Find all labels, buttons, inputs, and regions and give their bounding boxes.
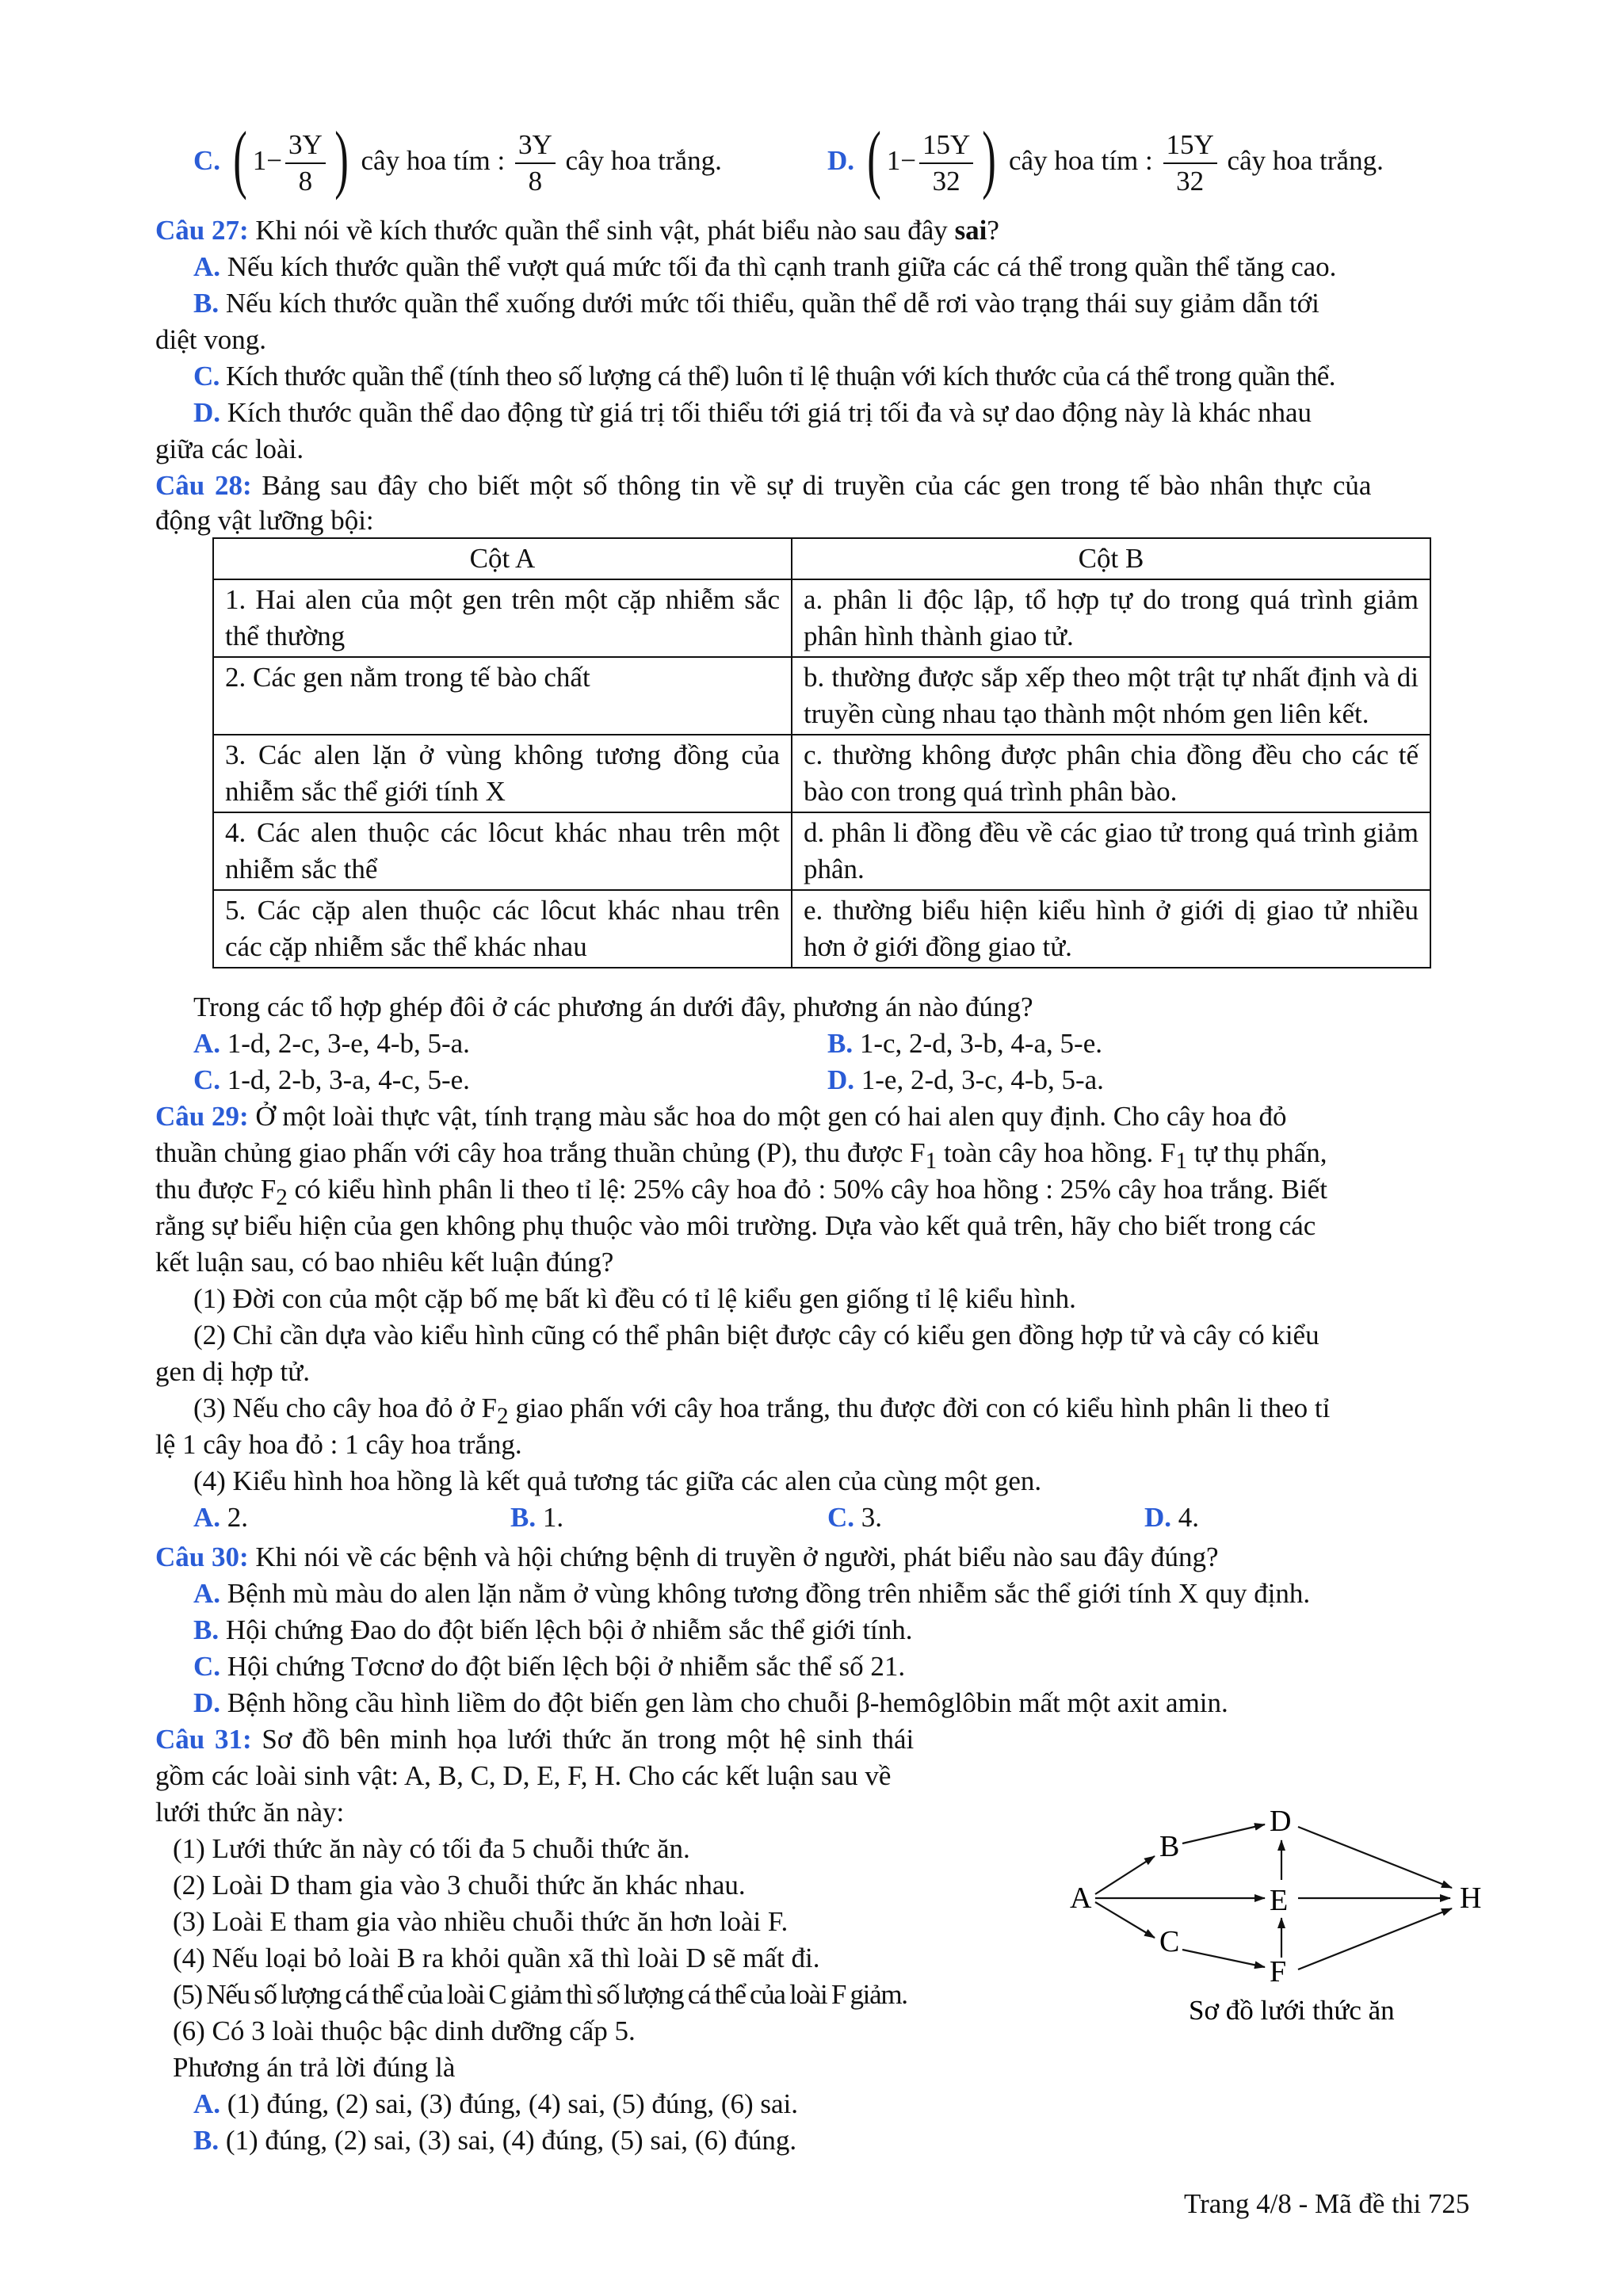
fraction: $\frac{15Y}{32}$ bbox=[1163, 128, 1217, 199]
question-29-line3: thu được $F_2$ có kiểu hình phân li theo tỉ lệ: 25% cây hoa đỏ : 50% cây hoa hồng : 25% cây hoa trắng. Biết bbox=[155, 1174, 1327, 1210]
q29-option-b: B. 1. bbox=[510, 1502, 564, 1533]
q29-statement-2-cont: gen dị hợp tử. bbox=[155, 1356, 310, 1387]
edge-c-f bbox=[1182, 1950, 1265, 1967]
table-cell: 3. Các alen lặn ở vùng không tương đồng của nhiễm sắc thể giới tính X bbox=[213, 735, 792, 812]
question-label: Câu 29: bbox=[155, 1101, 249, 1132]
food-web-diagram bbox=[1046, 1791, 1506, 2029]
fraction: $\frac{3Y}{8}$ bbox=[515, 128, 556, 199]
table-cell: 2. Các gen nằm trong tế bào chất bbox=[213, 657, 792, 735]
q27-option-c: C. Kích thước quần thể (tính theo số lượng cá thể) luôn tỉ lệ thuận với kích thước của cá thể trong quần thể. bbox=[193, 361, 1335, 392]
table-cell: c. thường không được phân chia đồng đều cho các tế bào con trong quá trình phân bào. bbox=[792, 735, 1430, 812]
page-footer: Trang 4/8 - Mã đề thi 725 bbox=[1184, 2188, 1470, 2219]
q30-option-c: C. Hội chứng Tơcnơ do đột biến lệch bội ở nhiễm sắc thể số 21. bbox=[193, 1651, 906, 1682]
question-28-stem: Câu 28: Bảng sau đây cho biết một số thông tin về sự di truyền của các gen trong tế bào nhân thực của bbox=[155, 470, 1372, 501]
node-e: E bbox=[1270, 1884, 1289, 1917]
option-label: C. bbox=[193, 145, 221, 176]
table-row bbox=[213, 890, 1430, 968]
edge-a-c bbox=[1095, 1902, 1155, 1938]
edge-f-h bbox=[1298, 1908, 1452, 1969]
question-31-line2: gồm các loài sinh vật: A, B, C, D, E, F, H. Cho các kết luận sau về bbox=[155, 1760, 892, 1791]
q28-option-b: B. 1-c, 2-d, 3-b, 4-a, 5-e. bbox=[827, 1028, 1102, 1059]
question-29-stem: Câu 29: Ở một loài thực vật, tính trạng màu sắc hoa do một gen có hai alen quy định. Cho cây hoa đỏ bbox=[155, 1101, 1287, 1132]
q29-option-c: C. 3. bbox=[827, 1502, 883, 1533]
question-label: Câu 31: bbox=[155, 1724, 252, 1755]
q27-option-b: B. Nếu kích thước quần thể xuống dưới mức tối thiểu, quần thể dễ rơi vào trạng thái suy giảm dẫn tới bbox=[193, 288, 1319, 319]
q31-statement-5: (5) Nếu số lượng cá thể của loài C giảm thì số lượng cá thể của loài F giảm. bbox=[173, 1979, 907, 2010]
edge-b-d bbox=[1182, 1824, 1265, 1843]
question-28-stem-cont: động vật lưỡng bội: bbox=[155, 505, 374, 536]
q30-option-d: D. Bệnh hồng cầu hình liềm do đột biến gen làm cho chuỗi β-hemôglôbin mất một axit amin. bbox=[193, 1687, 1228, 1718]
table-cell: b. thường được sắp xếp theo một trật tự nhất định và di truyền cùng nhau tạo thành một nhóm gen liên kết. bbox=[792, 657, 1430, 735]
node-d: D bbox=[1270, 1805, 1292, 1838]
q28-option-d: D. 1-e, 2-d, 3-c, 4-b, 5-a. bbox=[827, 1064, 1104, 1095]
q31-statement-6: (6) Có 3 loài thuộc bậc dinh dưỡng cấp 5. bbox=[173, 2015, 636, 2046]
q27-option-a: A. Nếu kích thước quần thể vượt quá mức tối đa thì cạnh tranh giữa các cá thể trong quần thể tăng cao. bbox=[193, 251, 1337, 282]
q26-option-c: C. ( 1− $\frac{3Y}{8}$ ) cây hoa tím : $\frac{3Y}{8}$ cây hoa trắng. bbox=[193, 115, 722, 201]
table-cell: 4. Các alen thuộc các lôcut khác nhau trên một nhiễm sắc thể bbox=[213, 812, 792, 890]
table-cell: e. thường biểu hiện kiểu hình ở giới dị giao tử nhiều hơn ở giới đồng giao tử. bbox=[792, 890, 1430, 968]
question-31-line3: lưới thức ăn này: bbox=[155, 1797, 345, 1828]
q29-statement-3-cont: lệ 1 cây hoa đỏ : 1 cây hoa trắng. bbox=[155, 1429, 522, 1460]
option-label: D. bbox=[827, 145, 855, 176]
q29-statement-1: (1) Đời con của một cặp bố mẹ bất kì đều có tỉ lệ kiểu gen giống tỉ lệ kiểu hình. bbox=[193, 1283, 1076, 1314]
table-cell: 1. Hai alen của một gen trên một cặp nhiễm sắc thể thường bbox=[213, 579, 792, 657]
question-label: Câu 27: bbox=[155, 215, 249, 246]
question-label: Câu 30: bbox=[155, 1541, 249, 1572]
q30-option-b: B. Hội chứng Đao do đột biến lệch bội ở nhiễm sắc thể giới tính. bbox=[193, 1614, 913, 1645]
q27-option-b-cont: diệt vong. bbox=[155, 324, 266, 355]
q29-statement-3: (3) Nếu cho cây hoa đỏ ở $F_2$ giao phấn với cây hoa trắng, thu được đời con có kiểu hình phân li theo tỉ bbox=[193, 1392, 1331, 1429]
q31-statement-3: (3) Loài E tham gia vào nhiều chuỗi thức ăn hơn loài F. bbox=[173, 1906, 789, 1937]
edge-a-b bbox=[1095, 1856, 1155, 1894]
q28-prompt: Trong các tổ hợp ghép đôi ở các phương án dưới đây, phương án nào đúng? bbox=[193, 991, 1033, 1022]
q31-statement-4: (4) Nếu loại bỏ loài B ra khỏi quần xã thì loài D sẽ mất đi. bbox=[173, 1943, 820, 1973]
question-29-line5: kết luận sau, có bao nhiêu kết luận đúng? bbox=[155, 1247, 614, 1278]
question-29-line2: thuần chủng giao phấn với cây hoa trắng thuần chủng (P), thu được $F_1$ toàn cây hoa hồng. $F_1$ tự thụ phấn, bbox=[155, 1137, 1327, 1174]
q31-option-b: B. (1) đúng, (2) sai, (3) sai, (4) đúng, (5) sai, (6) đúng. bbox=[193, 2125, 797, 2156]
table-cell: d. phân li đồng đều về các giao tử trong quá trình giảm phân. bbox=[792, 812, 1430, 890]
q29-option-d: D. 4. bbox=[1144, 1502, 1200, 1533]
node-h: H bbox=[1460, 1881, 1482, 1915]
table-row bbox=[213, 657, 1430, 735]
table-cell: a. phân li độc lập, tổ hợp tự do trong quá trình giảm phân hình thành giao tử. bbox=[792, 579, 1430, 657]
table-row bbox=[213, 812, 1430, 890]
q29-statement-4: (4) Kiểu hình hoa hồng là kết quả tương tác giữa các alen của cùng một gen. bbox=[193, 1465, 1042, 1496]
q27-option-d: D. Kích thước quần thể dao động từ giá trị tối thiểu tới giá trị tối đa và sự dao động này là khác nhau bbox=[193, 397, 1312, 428]
q29-statement-2: (2) Chỉ cần dựa vào kiểu hình cũng có thể phân biệt được cây có kiểu gen đồng hợp tử và cây có kiểu bbox=[193, 1320, 1319, 1350]
table-row bbox=[213, 735, 1430, 812]
question-29-line4: rằng sự biểu hiện của gen không phụ thuộc vào môi trường. Dựa vào kết quả trên, hãy cho biết trong các bbox=[155, 1210, 1316, 1241]
gene-table bbox=[212, 537, 1431, 968]
diagram-caption: Sơ đồ lưới thức ăn bbox=[1189, 1995, 1395, 2026]
q28-option-c: C. 1-d, 2-b, 3-a, 4-c, 5-e. bbox=[193, 1064, 470, 1095]
q26-option-d: D. ( 1− $\frac{15Y}{32}$ ) cây hoa tím : $\frac{15Y}{32}$ cây hoa trắng. bbox=[827, 115, 1384, 201]
table-header-row bbox=[213, 538, 1430, 579]
question-31-stem: Câu 31: Sơ đồ bên minh họa lưới thức ăn trong một hệ sinh thái bbox=[155, 1724, 915, 1755]
node-b: B bbox=[1159, 1830, 1180, 1863]
q31-prompt: Phương án trả lời đúng là bbox=[173, 2052, 456, 2083]
table-header: Cột A bbox=[213, 538, 792, 579]
fraction: $\frac{15Y}{32}$ bbox=[919, 128, 973, 199]
fraction: $\frac{3Y}{8}$ bbox=[285, 128, 326, 199]
table-header: Cột B bbox=[792, 538, 1430, 579]
node-c: C bbox=[1159, 1925, 1180, 1958]
q31-statement-2: (2) Loài D tham gia vào 3 chuỗi thức ăn khác nhau. bbox=[173, 1870, 746, 1901]
q28-option-a: A. 1-d, 2-c, 3-e, 4-b, 5-a. bbox=[193, 1028, 470, 1059]
q31-option-a: A. (1) đúng, (2) sai, (3) đúng, (4) sai, (5) đúng, (6) sai. bbox=[193, 2088, 799, 2119]
q27-option-d-cont: giữa các loài. bbox=[155, 434, 304, 464]
question-27-stem: Câu 27: Khi nói về kích thước quần thể sinh vật, phát biểu nào sau đây sai? bbox=[155, 215, 999, 246]
node-f: F bbox=[1270, 1955, 1287, 1988]
q31-statement-1: (1) Lưới thức ăn này có tối đa 5 chuỗi thức ăn. bbox=[173, 1833, 690, 1864]
table-cell: 5. Các cặp alen thuộc các lôcut khác nhau trên các cặp nhiễm sắc thể khác nhau bbox=[213, 890, 792, 968]
question-30-stem: Câu 30: Khi nói về các bệnh và hội chứng bệnh di truyền ở người, phát biểu nào sau đây đúng? bbox=[155, 1541, 1219, 1572]
table-row bbox=[213, 579, 1430, 657]
edge-d-h bbox=[1298, 1827, 1452, 1888]
q29-option-a: A. 2. bbox=[193, 1502, 249, 1533]
node-a: A bbox=[1070, 1881, 1092, 1915]
question-label: Câu 28: bbox=[155, 470, 252, 501]
q30-option-a: A. Bệnh mù màu do alen lặn nằm ở vùng không tương đồng trên nhiễm sắc thể giới tính X quy định. bbox=[193, 1578, 1311, 1609]
